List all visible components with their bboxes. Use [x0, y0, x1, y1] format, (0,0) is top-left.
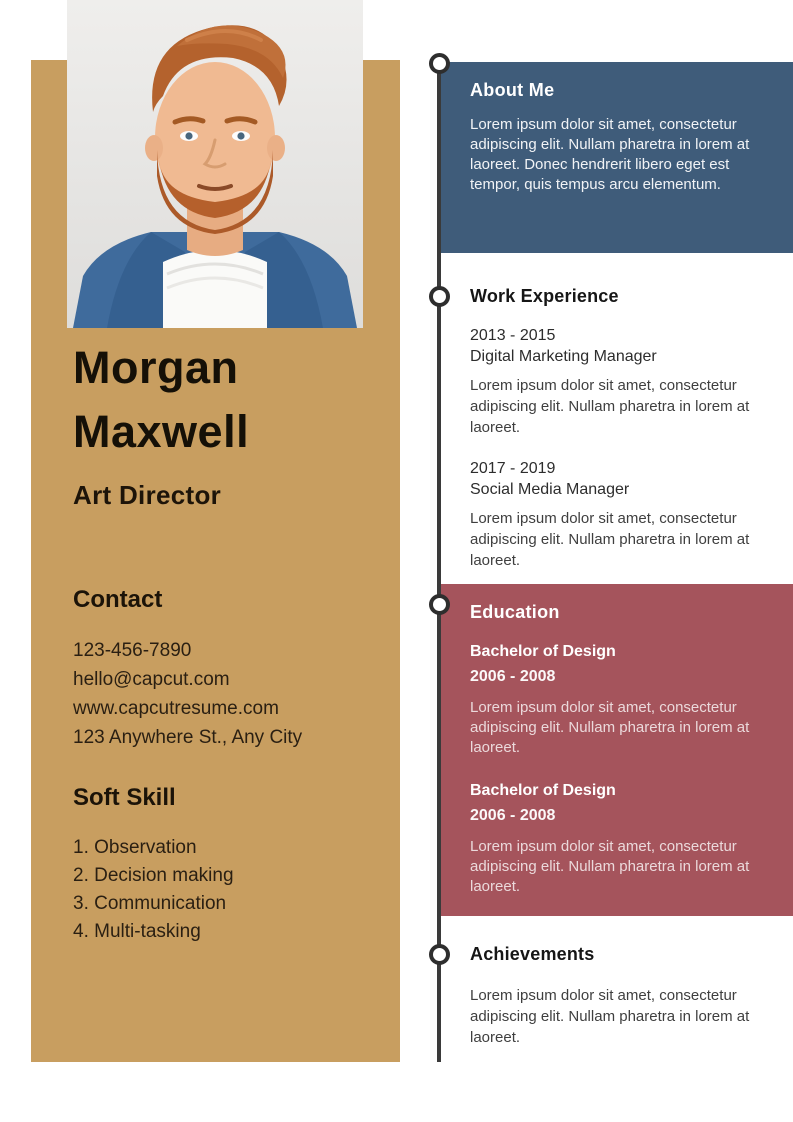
- education-entry: [470, 778, 767, 897]
- soft-skill-heading: Soft Skill: [73, 784, 176, 811]
- contact-address: 123 Anywhere St., Any City: [73, 727, 303, 748]
- name-block: [73, 336, 393, 511]
- name-first: Morgan: [73, 342, 239, 393]
- contact-section: [73, 586, 393, 752]
- skill-item: 1. Observation: [73, 837, 197, 858]
- portrait-illustration: [67, 0, 363, 328]
- timeline-node-about: [429, 53, 450, 74]
- work-role: Social Media Manager: [470, 481, 630, 498]
- work-experience-section: [470, 286, 780, 571]
- timeline-node-education: [429, 594, 450, 615]
- achievements-text: Lorem ipsum dolor sit amet, consectetur adipiscing elit. Nullam pharetra in lorem at laoreet.: [470, 987, 750, 1046]
- soft-skill-section: [73, 784, 393, 946]
- job-title: Art Director: [73, 480, 222, 510]
- contact-heading: Contact: [73, 586, 163, 613]
- work-period: 2013 - 2015: [470, 327, 556, 344]
- timeline-line: [437, 63, 441, 1062]
- education-heading: Education: [470, 602, 560, 622]
- education-degree: Bachelor of Design: [470, 782, 616, 799]
- about-me-section: [441, 62, 793, 253]
- education-description: Lorem ipsum dolor sit amet, consectetur adipiscing elit. Nullam pharetra in lorem at laoreet.: [470, 699, 750, 756]
- education-section: [441, 584, 793, 916]
- work-description: Lorem ipsum dolor sit amet, consectetur adipiscing elit. Nullam pharetra in lorem at laoreet.: [470, 377, 750, 436]
- contact-email: hello@capcut.com: [73, 669, 230, 690]
- work-experience-heading: Work Experience: [470, 286, 619, 306]
- skill-item: 4. Multi-tasking: [73, 921, 201, 942]
- about-me-text: Lorem ipsum dolor sit amet, consectetur adipiscing elit. Nullam pharetra in lorem at laoreet. Donec hendrerit libero eget est tempor, quis tempus arcu elementum.: [470, 116, 750, 193]
- work-description: Lorem ipsum dolor sit amet, consectetur adipiscing elit. Nullam pharetra in lorem at laoreet.: [470, 510, 750, 569]
- profile-photo: [67, 0, 363, 328]
- achievements-heading: Achievements: [470, 944, 595, 964]
- work-entry: [470, 458, 780, 571]
- about-me-heading: About Me: [470, 80, 555, 100]
- skill-item: 3. Communication: [73, 893, 227, 914]
- timeline-node-achievements: [429, 944, 450, 965]
- contact-phone: 123-456-7890: [73, 640, 192, 661]
- education-period: 2006 - 2008: [470, 807, 556, 824]
- education-entry: [470, 639, 767, 758]
- education-period: 2006 - 2008: [470, 668, 556, 685]
- contact-website: www.capcutresume.com: [73, 698, 279, 719]
- achievements-section: [470, 944, 780, 1048]
- work-entry: [470, 325, 780, 438]
- education-degree: Bachelor of Design: [470, 643, 616, 660]
- name-last: Maxwell: [73, 406, 250, 457]
- skill-item: 2. Decision making: [73, 865, 234, 886]
- work-period: 2017 - 2019: [470, 460, 556, 477]
- education-description: Lorem ipsum dolor sit amet, consectetur adipiscing elit. Nullam pharetra in lorem at laoreet.: [470, 838, 750, 895]
- work-role: Digital Marketing Manager: [470, 348, 657, 365]
- timeline-node-work: [429, 286, 450, 307]
